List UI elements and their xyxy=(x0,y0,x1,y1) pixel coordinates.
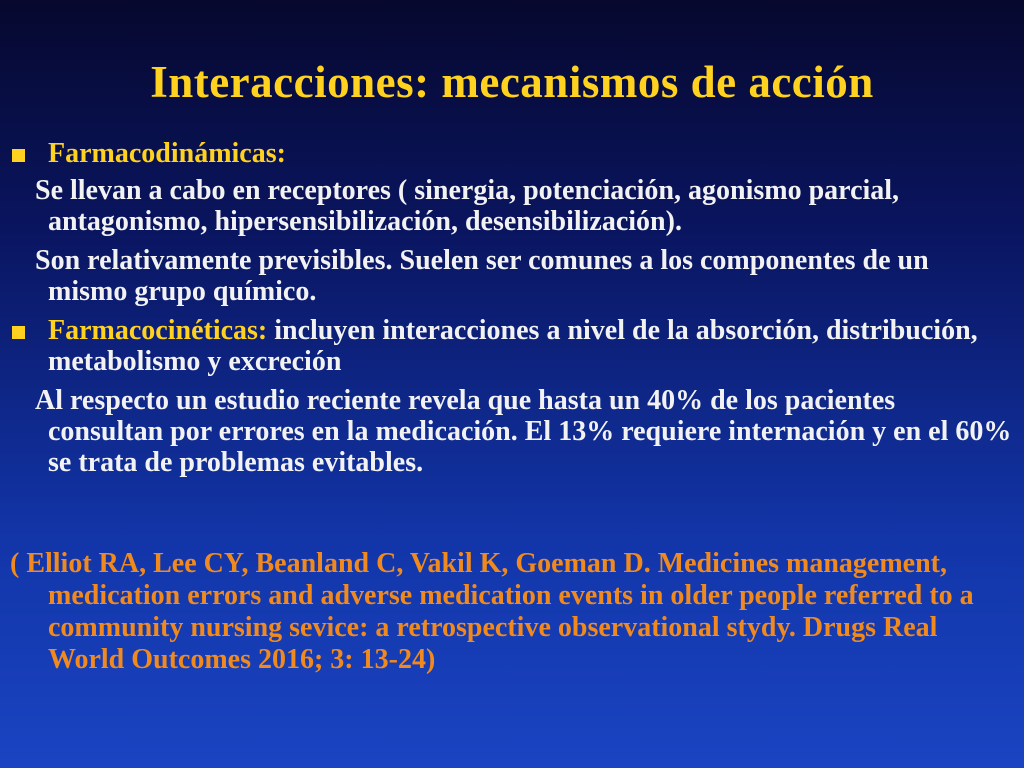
slide-title: Interacciones: mecanismos de acción xyxy=(150,57,874,107)
reference-citation: ( Elliot RA, Lee CY, Beanland C, Vakil K, Goeman D. Medicines management, medication errors and adverse medication events in older people referred to a community nursing sevice: a retrospective observational stydy. Drugs Real World Outcomes 2016; 3: 13-24) xyxy=(10,548,974,675)
bullet-text: incluyen interacciones a nivel de la absorción, distribución, metabolismo y excreción xyxy=(48,315,978,377)
square-bullet-icon xyxy=(12,149,25,162)
paragraph-previsibles: Son relativamente previsibles. Suelen ser comunes a los componentes de un mismo grupo químico. xyxy=(35,245,929,307)
bullet-farmacocineticas xyxy=(0,315,1024,377)
bullet-farmacodinamicas xyxy=(0,138,1024,169)
bullet-heading: Farmacocinéticas: xyxy=(48,315,268,346)
slide-content xyxy=(0,138,1024,478)
square-bullet-icon xyxy=(12,326,25,339)
bullet-heading: Farmacodinámicas: xyxy=(48,138,286,169)
paragraph-estudio: Al respecto un estudio reciente revela que hasta un 40% de los pacientes consultan por errores en la medicación. El 13% requiere internación y en el 60% se trata de problemas evitables. xyxy=(35,385,1012,478)
paragraph-receptores: Se llevan a cabo en receptores ( sinergia, potenciación, agonismo parcial, antagonismo, hipersensibilización, desensibilización). xyxy=(35,175,900,237)
